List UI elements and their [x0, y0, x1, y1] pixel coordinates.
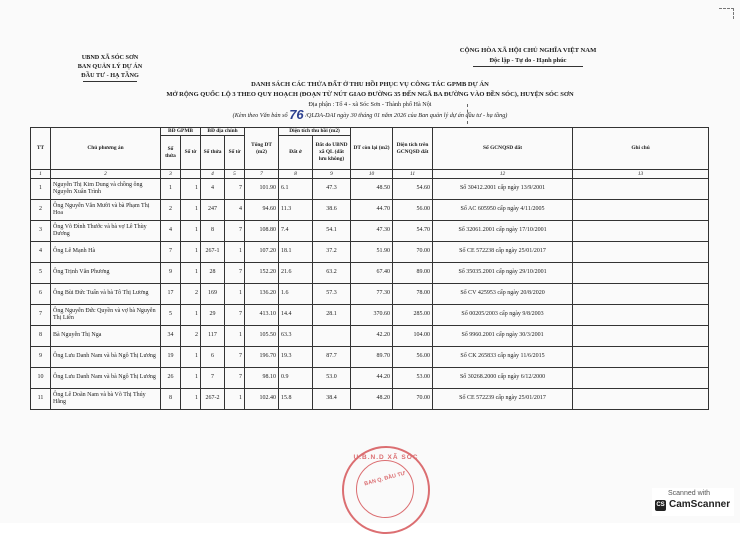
national-motto: Độc lập - Tự do - Hạnh phúc [489, 57, 567, 64]
row-dc-to-cell: 1 [225, 284, 245, 305]
row-gpmb-thua-cell: 5 [161, 305, 181, 326]
row-dt-con-lai-cell: 77.30 [351, 284, 393, 305]
row-tong-dt-cell: 107.20 [245, 242, 279, 263]
row-ghi-chu-cell [573, 263, 709, 284]
row-gpmb-to-cell: 1 [181, 179, 201, 200]
row-dc-to-cell: 7 [225, 179, 245, 200]
header-tt: TT [31, 128, 51, 170]
table-row [31, 389, 709, 410]
row-dt-gcn-cell: 54.70 [393, 221, 433, 242]
title-line-2: MỞ RỘNG QUỐC LỘ 3 THEO QUY HOẠCH (ĐOẠN TỪ NÚT GIAO ĐƯỜNG 35 ĐẾN NGÃ BA ĐƯỜNG VÀO ĐỀN SÓC), HUYỆN SÓC SƠN [166, 91, 574, 98]
index-cell [181, 170, 201, 179]
row-dt-con-lai-cell: 42.20 [351, 326, 393, 347]
row-dc-thua-cell: 6 [201, 347, 225, 368]
motto-underline [473, 66, 583, 67]
index-cell: 13 [573, 170, 709, 179]
row-tt-cell: 4 [31, 242, 51, 263]
row-ghi-chu-cell [573, 221, 709, 242]
row-so-gcn-cell: Số CV 425953 cấp ngày 20/8/2020 [433, 284, 573, 305]
row-tt-cell: 11 [31, 389, 51, 410]
row-tong-dt-cell: 94.60 [245, 200, 279, 221]
table-row [31, 347, 709, 368]
row-gpmb-thua-cell: 4 [161, 221, 181, 242]
row-dt-con-lai-cell: 47.30 [351, 221, 393, 242]
header-gpmb-so-thua: Số thửa [161, 136, 181, 170]
table-row [31, 179, 709, 200]
row-gpmb-to-cell: 1 [181, 305, 201, 326]
row-dt-gcn-cell: 53.00 [393, 368, 433, 389]
row-so-gcn-cell: Số 30268.2000 cấp ngày 6/12/2000 [433, 368, 573, 389]
row-dat-o-cell: 15.8 [279, 389, 313, 410]
row-ghi-chu-cell [573, 179, 709, 200]
table-row [31, 284, 709, 305]
table-row [31, 200, 709, 221]
row-dt-con-lai-cell: 48.50 [351, 179, 393, 200]
table-row [31, 263, 709, 284]
row-so-gcn-cell: Số 30412.2001 cấp ngày 13/9/2001 [433, 179, 573, 200]
reference-prefix: (Kèm theo Văn bản số [232, 112, 288, 119]
header-dt-gcn: Diện tích trên GCNQSD đất [393, 128, 433, 170]
row-dt-con-lai-cell: 89.70 [351, 347, 393, 368]
row-ghi-chu-cell [573, 389, 709, 410]
row-dt-gcn-cell: 70.00 [393, 389, 433, 410]
row-gpmb-thua-cell: 7 [161, 242, 181, 263]
row-dc-to-cell: 7 [225, 347, 245, 368]
row-gpmb-to-cell: 2 [181, 284, 201, 305]
row-dc-thua-cell: 169 [201, 284, 225, 305]
table-row [31, 368, 709, 389]
camscanner-logo-icon: CS [655, 500, 666, 511]
issuing-authority-header [40, 53, 180, 82]
row-tong-dt-cell: 105.50 [245, 326, 279, 347]
row-owner-cell: Ông Lưu Danh Nam và bà Ngô Thị Lương [51, 347, 161, 368]
row-dc-thua-cell: 267-1 [201, 242, 225, 263]
header-dat-o: Đất ở [279, 136, 313, 170]
seal-center-text: BAN Q. ĐẦU TƯ [363, 470, 407, 488]
row-dc-thua-cell: 247 [201, 200, 225, 221]
header-dt-con-lai: DT còn lại (m2) [351, 128, 393, 170]
authority-line-2: BAN QUẢN LÝ DỰ ÁN [77, 63, 143, 70]
row-tt-cell: 10 [31, 368, 51, 389]
row-ghi-chu-cell [573, 305, 709, 326]
row-tong-dt-cell: 102.40 [245, 389, 279, 410]
row-dat-o-cell: 0.9 [279, 368, 313, 389]
column-index-row [31, 170, 709, 179]
row-gpmb-to-cell: 1 [181, 263, 201, 284]
row-dat-ubnd-cell: 57.3 [313, 284, 351, 305]
row-dc-thua-cell: 7 [201, 368, 225, 389]
row-gpmb-to-cell: 1 [181, 347, 201, 368]
camscanner-watermark [652, 488, 734, 516]
row-owner-cell: Ông Nguyễn Văn Mười và bà Phạm Thị Hoa [51, 200, 161, 221]
land-parcel-table [30, 127, 709, 410]
header-dc-so-to: Số tờ [225, 136, 245, 170]
row-dat-o-cell: 11.3 [279, 200, 313, 221]
row-dc-to-cell: 1 [225, 242, 245, 263]
row-dat-ubnd-cell [313, 326, 351, 347]
row-dt-con-lai-cell: 44.20 [351, 368, 393, 389]
row-gpmb-to-cell: 1 [181, 221, 201, 242]
row-tt-cell: 9 [31, 347, 51, 368]
nation-name: CỘNG HÒA XÃ HỘI CHỦ NGHĨA VIỆT NAM [459, 47, 597, 54]
reference-suffix: /QLDA-DAI ngày 30 tháng 01 năm 2026 của Ban quản lý dự án đầu tư - hạ tầng) [305, 112, 508, 119]
row-gpmb-thua-cell: 17 [161, 284, 181, 305]
attachment-reference [110, 107, 630, 122]
index-cell: 9 [313, 170, 351, 179]
header-dat-ubnd: Đất do UBND xã QL (đất lưu không) [313, 136, 351, 170]
index-cell: 8 [279, 170, 313, 179]
header-bd-gpmb: BĐ GPMB [161, 128, 201, 136]
row-dat-o-cell: 21.6 [279, 263, 313, 284]
fold-line [467, 104, 469, 124]
index-cell: 10 [351, 170, 393, 179]
row-dc-to-cell: 1 [225, 389, 245, 410]
row-dat-o-cell: 19.3 [279, 347, 313, 368]
row-dc-to-cell: 7 [225, 305, 245, 326]
row-dat-o-cell: 7.4 [279, 221, 313, 242]
header-bd-dia-chinh: BĐ địa chính [201, 128, 245, 136]
table-row [31, 305, 709, 326]
row-so-gcn-cell: Số 00205/2003 cấp ngày 9/8/2003 [433, 305, 573, 326]
row-dat-ubnd-cell: 54.1 [313, 221, 351, 242]
row-owner-cell: Ông Lê Mạnh Hà [51, 242, 161, 263]
row-tong-dt-cell: 152.20 [245, 263, 279, 284]
row-dc-thua-cell: 29 [201, 305, 225, 326]
camscanner-brand: CamScanner [669, 499, 731, 510]
row-dat-ubnd-cell: 38.6 [313, 200, 351, 221]
index-cell: 5 [225, 170, 245, 179]
row-tong-dt-cell: 101.90 [245, 179, 279, 200]
row-dc-to-cell: 4 [225, 200, 245, 221]
row-tong-dt-cell: 98.10 [245, 368, 279, 389]
header-dc-so-thua: Số thửa [201, 136, 225, 170]
row-dt-gcn-cell: 56.00 [393, 200, 433, 221]
row-dat-o-cell: 63.3 [279, 326, 313, 347]
row-dt-gcn-cell: 56.00 [393, 347, 433, 368]
row-dc-thua-cell: 117 [201, 326, 225, 347]
header-dt-thu-hoi: Diện tích thu hồi (m2) [279, 128, 351, 136]
row-tt-cell: 7 [31, 305, 51, 326]
row-owner-cell: Ông Lưu Danh Nam và bà Ngô Thị Lương [51, 368, 161, 389]
row-owner-cell: Ông Nguyễn Đức Quyền và vợ bà Nguyễn Thị Liên [51, 305, 161, 326]
row-owner-cell: Ông Bùi Đức Tuấn và bà Tô Thị Lương [51, 284, 161, 305]
row-dt-con-lai-cell: 370.60 [351, 305, 393, 326]
row-owner-cell: Bà Nguyễn Thị Nga [51, 326, 161, 347]
row-tt-cell: 8 [31, 326, 51, 347]
row-tt-cell: 2 [31, 200, 51, 221]
header-tong-dt: Tổng DT (m2) [245, 128, 279, 170]
row-dt-gcn-cell: 89.00 [393, 263, 433, 284]
index-cell: 1 [31, 170, 51, 179]
row-gpmb-thua-cell: 9 [161, 263, 181, 284]
row-dat-ubnd-cell: 63.2 [313, 263, 351, 284]
row-so-gcn-cell: Số 35035.2001 cấp ngày 29/10/2001 [433, 263, 573, 284]
row-tt-cell: 3 [31, 221, 51, 242]
crop-corner-mark [719, 8, 734, 19]
header-so-gcn: Số GCNQSD đất [433, 128, 573, 170]
row-so-gcn-cell: Số AC 605950 cấp ngày 4/11/2005 [433, 200, 573, 221]
row-tong-dt-cell: 108.80 [245, 221, 279, 242]
row-so-gcn-cell: Số CK 265833 cấp ngày 11/6/2015 [433, 347, 573, 368]
row-dat-o-cell: 18.1 [279, 242, 313, 263]
table-row [31, 242, 709, 263]
header-gpmb-so-to: Số tờ [181, 136, 201, 170]
row-tt-cell: 5 [31, 263, 51, 284]
row-dc-to-cell: 7 [225, 368, 245, 389]
row-gpmb-thua-cell: 19 [161, 347, 181, 368]
authority-line-3: ĐẦU TƯ - HẠ TẦNG [81, 72, 139, 79]
header-owner: Chủ phương án [51, 128, 161, 170]
row-dt-con-lai-cell: 51.90 [351, 242, 393, 263]
row-gpmb-thua-cell: 2 [161, 200, 181, 221]
row-gpmb-thua-cell: 1 [161, 179, 181, 200]
row-so-gcn-cell: Số CE 572239 cấp ngày 25/01/2017 [433, 389, 573, 410]
index-cell: 3 [161, 170, 181, 179]
row-owner-cell: Ông Võ Đình Thước và bà vợ Lê Thùy Dương [51, 221, 161, 242]
row-tong-dt-cell: 196.70 [245, 347, 279, 368]
index-cell: 7 [245, 170, 279, 179]
table-row [31, 221, 709, 242]
row-ghi-chu-cell [573, 326, 709, 347]
row-dt-gcn-cell: 54.60 [393, 179, 433, 200]
table-body [31, 179, 709, 410]
row-dat-ubnd-cell: 28.1 [313, 305, 351, 326]
row-dc-to-cell: 7 [225, 221, 245, 242]
row-dt-gcn-cell: 78.00 [393, 284, 433, 305]
table-row [31, 326, 709, 347]
row-dc-to-cell: 1 [225, 326, 245, 347]
title-line-1: DANH SÁCH CÁC THỬA ĐẤT Ở THU HỒI PHỤC VỤ CÔNG TÁC GPMB DỰ ÁN [251, 81, 489, 88]
row-tong-dt-cell: 136.20 [245, 284, 279, 305]
row-dat-ubnd-cell: 87.7 [313, 347, 351, 368]
row-dc-to-cell: 7 [225, 263, 245, 284]
row-dc-thua-cell: 267-2 [201, 389, 225, 410]
row-ghi-chu-cell [573, 284, 709, 305]
header-ghi-chu: Ghi chú [573, 128, 709, 170]
official-red-seal [342, 446, 430, 534]
row-dt-con-lai-cell: 48.20 [351, 389, 393, 410]
index-cell: 11 [393, 170, 433, 179]
row-so-gcn-cell: Số CE 572238 cấp ngày 25/01/2017 [433, 242, 573, 263]
index-cell: 2 [51, 170, 161, 179]
row-so-gcn-cell: Số 32061.2001 cấp ngày 17/10/2001 [433, 221, 573, 242]
row-gpmb-thua-cell: 8 [161, 389, 181, 410]
row-ghi-chu-cell [573, 242, 709, 263]
row-gpmb-to-cell: 2 [181, 326, 201, 347]
row-dc-thua-cell: 4 [201, 179, 225, 200]
row-dat-o-cell: 14.4 [279, 305, 313, 326]
row-owner-cell: Nguyễn Thị Kim Dung và chồng ông Nguyễn Xuân Trình [51, 179, 161, 200]
row-gpmb-to-cell: 1 [181, 389, 201, 410]
row-dat-ubnd-cell: 53.0 [313, 368, 351, 389]
row-dat-ubnd-cell: 47.3 [313, 179, 351, 200]
row-dat-ubnd-cell: 38.4 [313, 389, 351, 410]
row-dt-gcn-cell: 104.00 [393, 326, 433, 347]
scanned-with-caption: Scanned with [668, 490, 711, 497]
row-owner-cell: Ông Lê Doãn Nam và bà Võ Thị Thúy Hằng [51, 389, 161, 410]
row-gpmb-to-cell: 1 [181, 368, 201, 389]
national-header [418, 46, 638, 67]
row-dt-con-lai-cell: 67.40 [351, 263, 393, 284]
row-ghi-chu-cell [573, 200, 709, 221]
row-owner-cell: Ông Trịnh Văn Phương [51, 263, 161, 284]
row-dat-o-cell: 1.6 [279, 284, 313, 305]
row-gpmb-thua-cell: 34 [161, 326, 181, 347]
row-so-gcn-cell: Số 9960.2001 cấp ngày 30/3/2001 [433, 326, 573, 347]
index-cell: 12 [433, 170, 573, 179]
seal-ring-text: U.B.N.D XÃ SÓC [353, 454, 419, 461]
row-dc-thua-cell: 8 [201, 221, 225, 242]
row-dt-gcn-cell: 285.00 [393, 305, 433, 326]
row-ghi-chu-cell [573, 368, 709, 389]
row-gpmb-to-cell: 1 [181, 200, 201, 221]
handwritten-document-number: 76 [289, 107, 304, 122]
row-tong-dt-cell: 413.10 [245, 305, 279, 326]
row-dt-gcn-cell: 70.00 [393, 242, 433, 263]
authority-line-1: UBND XÃ SÓC SƠN [81, 54, 139, 61]
row-ghi-chu-cell [573, 347, 709, 368]
row-gpmb-thua-cell: 26 [161, 368, 181, 389]
row-dat-o-cell: 6.1 [279, 179, 313, 200]
index-cell: 4 [201, 170, 225, 179]
row-dt-con-lai-cell: 44.70 [351, 200, 393, 221]
row-tt-cell: 6 [31, 284, 51, 305]
seal-inner-ring [356, 460, 414, 518]
location-line: Địa phận : Tổ 4 - xã Sóc Sơn - Thành phố Hà Nội [308, 101, 432, 108]
row-gpmb-to-cell: 1 [181, 242, 201, 263]
document-title-block [110, 80, 630, 121]
row-tt-cell: 1 [31, 179, 51, 200]
row-dc-thua-cell: 28 [201, 263, 225, 284]
table-header-row-1 [31, 128, 709, 136]
row-dat-ubnd-cell: 37.2 [313, 242, 351, 263]
